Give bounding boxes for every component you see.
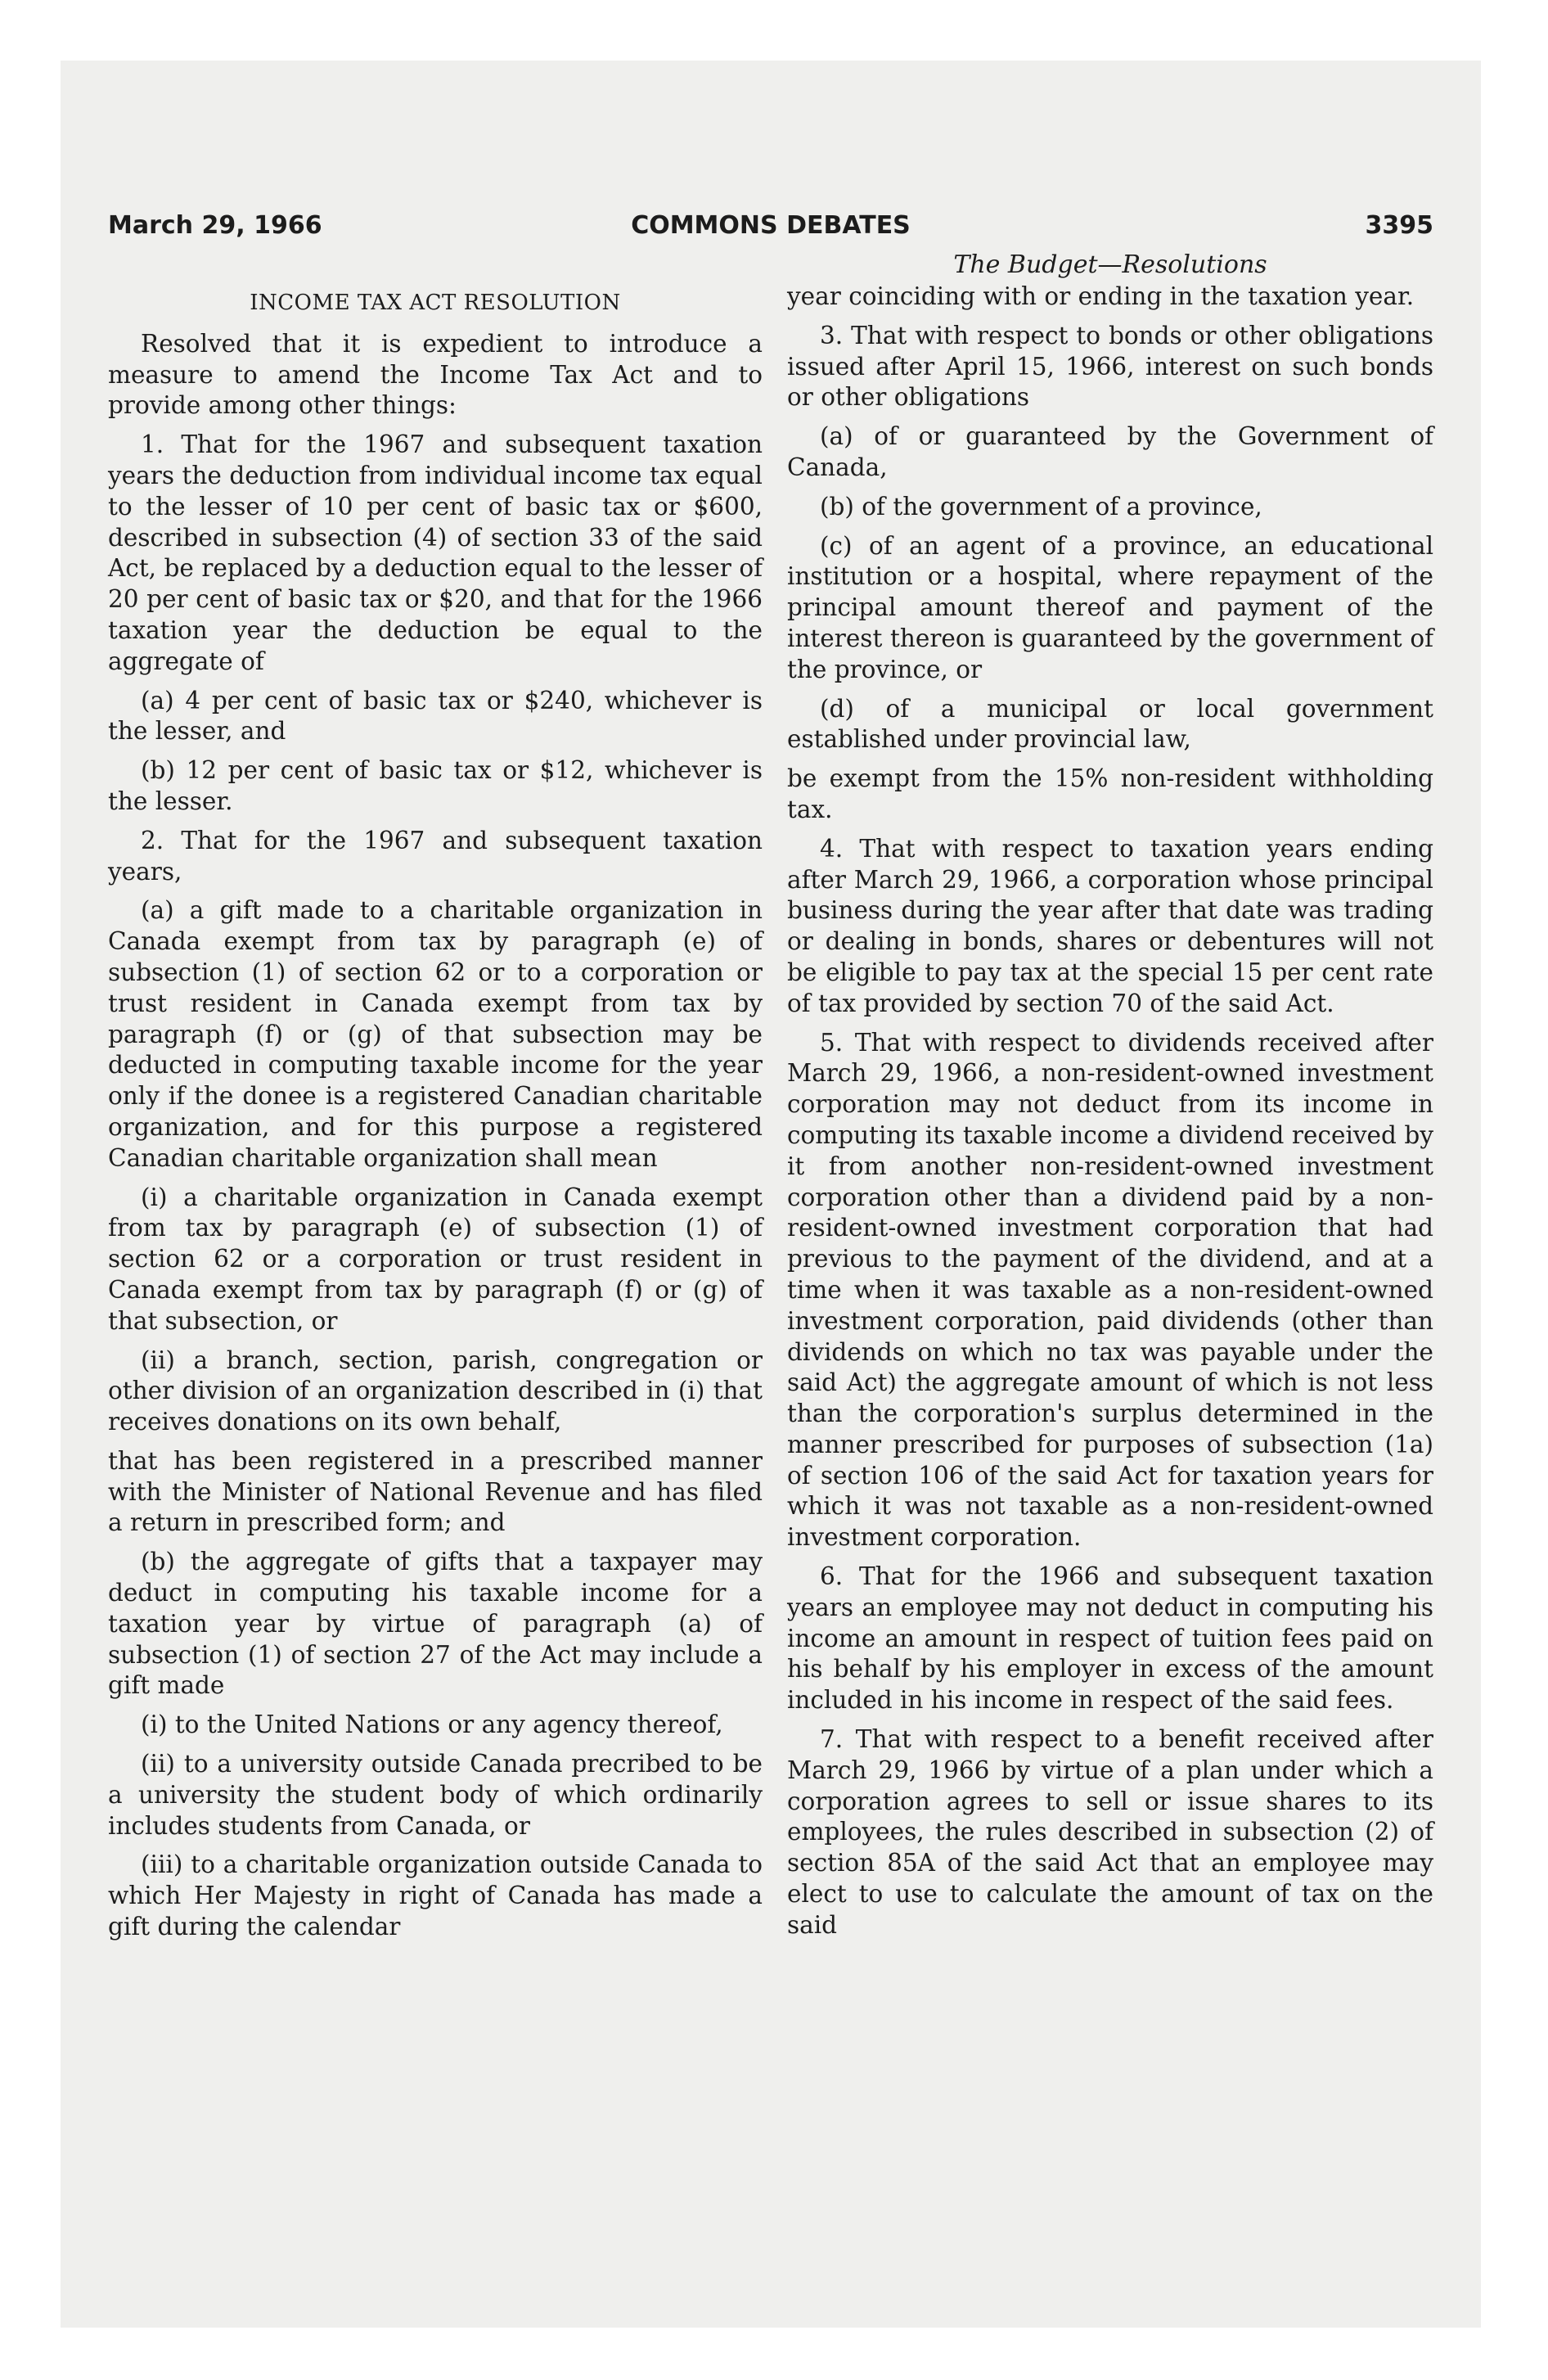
- paragraph: 1. That for the 1967 and subsequent taxation years the deduction from individual income tax equal to the lesser of 10 per cent of basic tax or $600, described in subsection (4) of section 33 of the said Act, be replaced by a deduction equal to the lesser of 20 per cent of basic tax or $20, and that for the 1966 taxation year the deduction be equal to the aggregate of: [108, 430, 763, 675]
- paragraph: that has been registered in a prescribed manner with the Minister of National Revenue and has filed a return in prescribed form; and: [108, 1446, 763, 1537]
- section-title: INCOME TAX ACT RESOLUTION: [250, 291, 621, 315]
- right-column: [787, 282, 1433, 1950]
- paragraph: Resolved that it is expedient to introduce a measure to amend the Income Tax Act and to provide among other things:: [108, 329, 763, 420]
- paragraph: 4. That with respect to taxation years ending after March 29, 1966, a corporation whose principal business during the year after that date was trading or dealing in bonds, shares or debentures will not be eligible to pay tax at the special 15 per cent rate of tax provided by section 70 of the said Act.: [787, 834, 1433, 1017]
- paragraph: (i) to the United Nations or any agency thereof,: [141, 1711, 723, 1739]
- paragraph: year coinciding with or ending in the taxation year.: [787, 282, 1415, 310]
- paragraph: 7. That with respect to a benefit received after March 29, 1966 by virtue of a plan under which a corporation agrees to sell or issue shares to its employees, the rules described in subsection (2) of section 85A of the said Act that an employee may elect to use to calculate the amount of tax on the said: [787, 1725, 1433, 1939]
- paragraph: (a) 4 per cent of basic tax or $240, whichever is the lesser, and: [108, 686, 763, 746]
- header-title: COMMONS DEBATES: [631, 211, 911, 240]
- paragraph: 5. That with respect to dividends received after March 29, 1966, a non-resident-owned investment corporation may not deduct from its income in computing its taxable income a dividend received by it from another non-resident-owned investment corporation other than a dividend paid by a non-resident-owned investment corporation that had previous to the payment of the dividend, and at a time when it was taxable as a non-resident-owned investment corporation, paid dividends (other than dividends on which no tax was payable under the said Act) the aggregate amount of which is not less than the corporation's surplus determined in the manner prescribed for purposes of subsection (1a) of section 106 of the said Act for taxation years for which it was not taxable as a non-resident-owned investment corporation.: [787, 1028, 1433, 1552]
- paragraph: (a) a gift made to a charitable organization in Canada exempt from tax by paragraph (e) of subsection (1) of section 62 or to a corporation or trust resident in Canada exempt from tax by paragraph (f) or (g) of that subsection may be deducted in computing taxable income for the year only if the donee is a registered Canadian charitable organization, and for this purpose a registered Canadian charitable organization shall mean: [108, 896, 763, 1172]
- paragraph: 6. That for the 1966 and subsequent taxation years an employee may not deduct in computing his income an amount in respect of tuition fees paid on his behalf by his employer in excess of the amount included in his income in respect of the said fees.: [787, 1562, 1433, 1715]
- paragraph: (iii) to a charitable organization outside Canada to which Her Majesty in right of Canada has made a gift during the calendar: [108, 1850, 763, 1941]
- header-date: March 29, 1966: [108, 211, 322, 240]
- paragraph: (ii) a branch, section, parish, congregation or other division of an organization described in (i) that receives donations on its own behalf,: [108, 1346, 763, 1436]
- page-header: [108, 211, 1433, 247]
- paragraph: be exempt from the 15% non-resident withholding tax.: [787, 764, 1433, 823]
- paragraph: (b) of the government of a province,: [820, 492, 1262, 521]
- header-page-number: 3395: [1365, 211, 1433, 240]
- paragraph: (c) of an agent of a province, an educational institution or a hospital, where repayment of the principal amount thereof and payment of the interest thereon is guaranteed by the government of the province, or: [787, 531, 1433, 683]
- paragraph: (b) the aggregate of gifts that a taxpayer may deduct in computing his taxable income for a taxation year by virtue of paragraph (a) of subsection (1) of section 27 of the Act may include a gift made: [108, 1548, 763, 1700]
- paragraph: 2. That for the 1967 and subsequent taxation years,: [108, 826, 763, 886]
- paragraph: (i) a charitable organization in Canada exempt from tax by paragraph (e) of subsection (1) of section 62 or a corporation or trust resident in Canada exempt from tax by paragraph (f) or (g) of that subsection, or: [108, 1183, 763, 1335]
- paragraph: (ii) to a university outside Canada precribed to be a university the student body of which ordinarily includes students from Canada, or: [108, 1750, 763, 1840]
- paragraph: (b) 12 per cent of basic tax or $12, whichever is the lesser.: [108, 756, 763, 815]
- paragraph: 3. That with respect to bonds or other obligations issued after April 15, 1966, interest on such bonds or other obligations: [787, 321, 1433, 412]
- section-subheader: The Budget—Resolutions: [953, 250, 1267, 279]
- left-column: [108, 282, 763, 1951]
- paragraph: (a) of or guaranteed by the Government of Canada,: [787, 422, 1433, 481]
- paragraph: (d) of a municipal or local government established under provincial law,: [787, 694, 1433, 754]
